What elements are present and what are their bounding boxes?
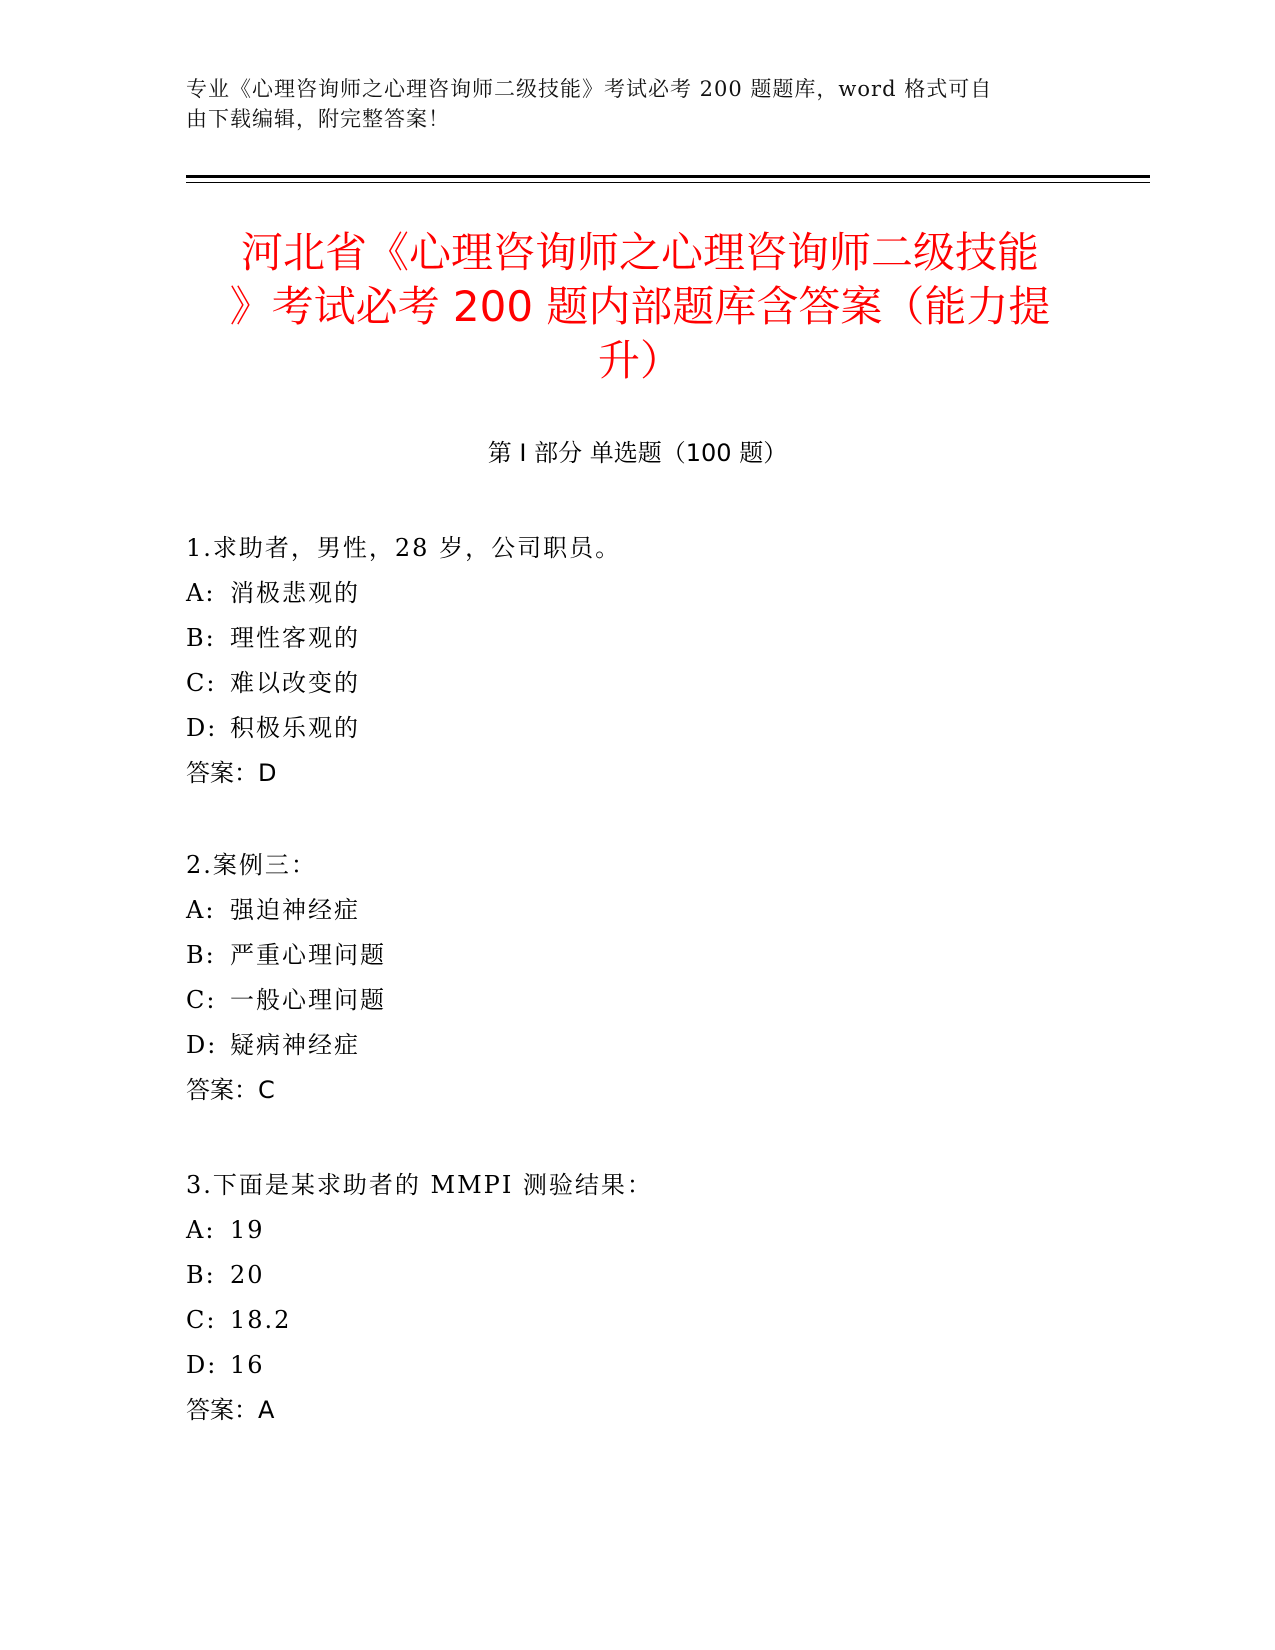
question-stem: 3.下面是某求助者的 MMPI 测验结果： bbox=[186, 1171, 653, 1199]
header-note bbox=[186, 74, 1066, 134]
option-letter: D: bbox=[186, 714, 218, 742]
option-letter: A: bbox=[186, 579, 216, 607]
option-b bbox=[186, 616, 1086, 661]
document-title bbox=[190, 226, 1090, 388]
option-c bbox=[186, 661, 1086, 706]
answer: 答案：D bbox=[186, 759, 277, 787]
option-text: 一般心理问题 bbox=[230, 986, 386, 1014]
option-letter: A: bbox=[186, 1216, 216, 1244]
option-d bbox=[186, 1343, 1086, 1388]
option-text: 强迫神经症 bbox=[230, 896, 360, 924]
option-a bbox=[186, 888, 1086, 933]
option-letter: B: bbox=[186, 941, 216, 969]
header-rule-thick bbox=[186, 175, 1150, 178]
option-text: 消极悲观的 bbox=[230, 579, 360, 607]
option-text: 18.2 bbox=[230, 1306, 292, 1334]
option-c bbox=[186, 978, 1086, 1023]
option-letter: B: bbox=[186, 1261, 216, 1289]
option-a bbox=[186, 571, 1086, 616]
question-stem: 1.求助者，男性，28 岁，公司职员。 bbox=[186, 534, 622, 562]
option-letter: C: bbox=[186, 669, 217, 697]
document-title-line-1: 河北省《心理咨询师之心理咨询师二级技能 bbox=[240, 228, 1039, 277]
option-c bbox=[186, 1298, 1086, 1343]
document-title-line-2: 》考试必考 200 题内部题库含答案（能力提 bbox=[229, 282, 1051, 331]
document-title-line-3: 升） bbox=[597, 336, 682, 385]
option-letter: D: bbox=[186, 1031, 218, 1059]
option-letter: B: bbox=[186, 624, 216, 652]
option-text: 19 bbox=[230, 1216, 265, 1244]
question-2 bbox=[186, 843, 1086, 1113]
option-text: 严重心理问题 bbox=[230, 941, 386, 969]
option-a bbox=[186, 1208, 1086, 1253]
section-heading: 第 I 部分 单选题（100 题） bbox=[487, 439, 788, 467]
option-text: 20 bbox=[230, 1261, 265, 1289]
header-rule-thin bbox=[186, 182, 1150, 183]
header-note-line-2: 由下载编辑，附完整答案！ bbox=[186, 107, 450, 131]
answer: 答案：A bbox=[186, 1396, 275, 1424]
question-1 bbox=[186, 526, 1086, 796]
option-d bbox=[186, 706, 1086, 751]
option-letter: D: bbox=[186, 1351, 218, 1379]
option-text: 积极乐观的 bbox=[230, 714, 360, 742]
option-text: 难以改变的 bbox=[230, 669, 360, 697]
option-b bbox=[186, 1253, 1086, 1298]
question-3 bbox=[186, 1163, 1086, 1433]
option-letter: A: bbox=[186, 896, 216, 924]
option-text: 疑病神经症 bbox=[230, 1031, 360, 1059]
answer: 答案：C bbox=[186, 1076, 275, 1104]
option-letter: C: bbox=[186, 986, 217, 1014]
question-stem: 2.案例三： bbox=[186, 851, 317, 879]
option-b bbox=[186, 933, 1086, 978]
option-text: 16 bbox=[230, 1351, 265, 1379]
option-text: 理性客观的 bbox=[230, 624, 360, 652]
header-note-line-1: 专业《心理咨询师之心理咨询师二级技能》考试必考 200 题题库，word 格式可自 bbox=[186, 77, 993, 101]
option-d bbox=[186, 1023, 1086, 1068]
option-letter: C: bbox=[186, 1306, 217, 1334]
